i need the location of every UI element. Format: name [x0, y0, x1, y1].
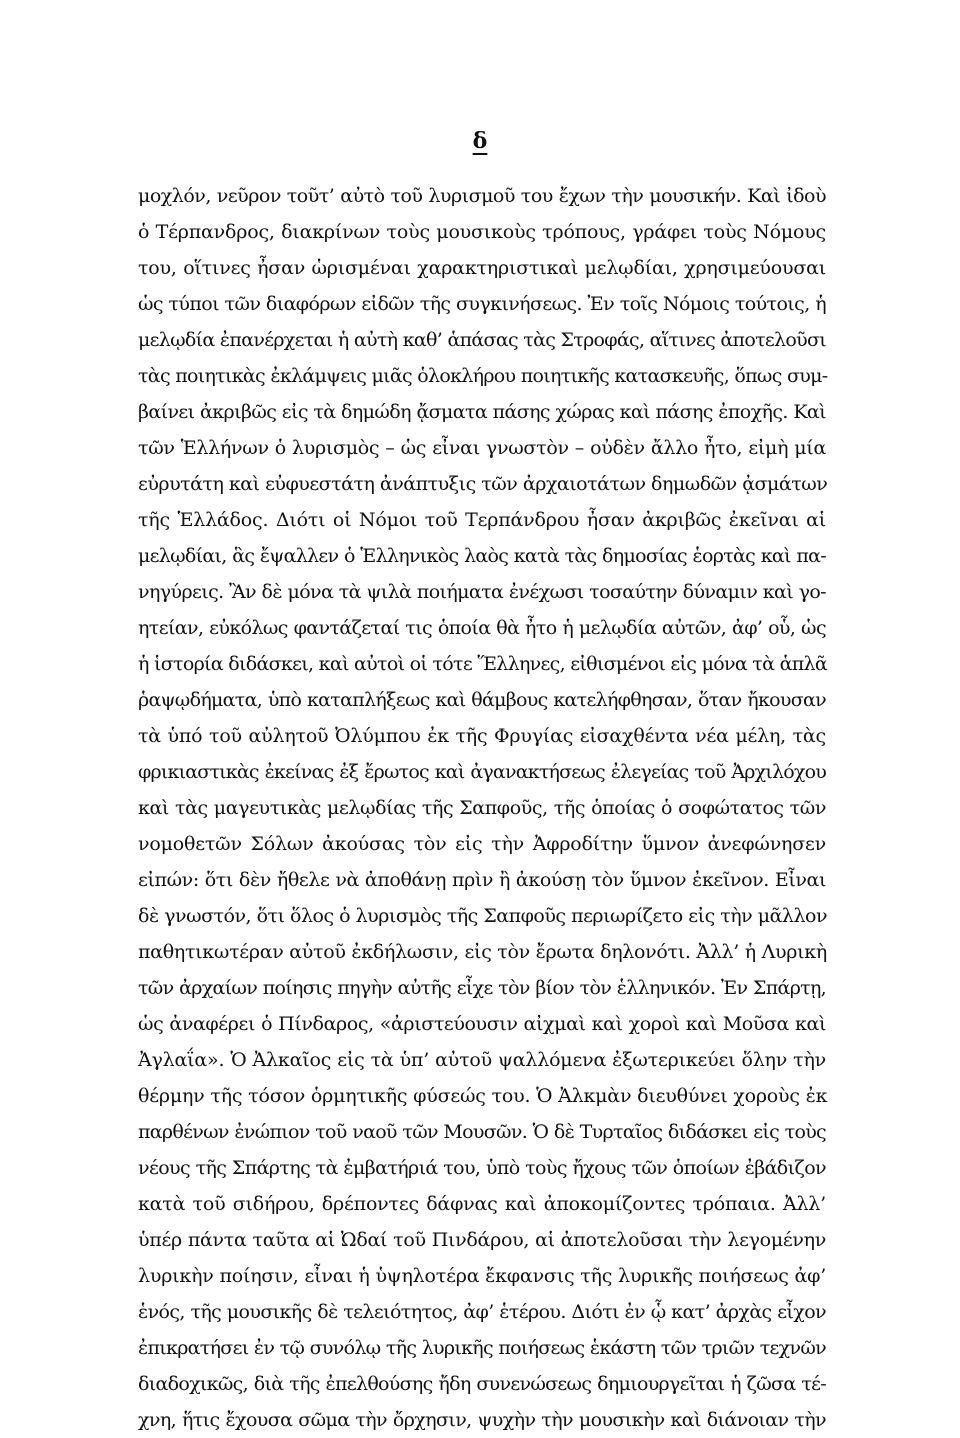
- body-text: [138, 178, 826, 1438]
- text-line: εὐρυτάτη καὶ εὐφυεστάτη ἀνάπτυξις τῶν ἀρχαιοτάτων δημωδῶν ᾀσμάτων: [138, 473, 828, 495]
- text-line: νομοθετῶν Σόλων ἀκούσας τὸν εἰς τὴν Ἀφροδίτην ὕμνον ἀνεφώνησεν: [138, 833, 826, 855]
- text-line: ὡς ἀναφέρει ὁ Πίνδαρος, «ἀριστεύουσιν αἰχμαὶ καὶ χοροὶ καὶ Μοῦσα καὶ: [138, 1013, 826, 1035]
- text-line: βαίνει ἀκριβῶς εἰς τὰ δημώδη ᾄσματα πάσης χώρας καὶ πάσης ἐποχῆς. Καὶ: [138, 401, 826, 423]
- text-line: τῶν Ἑλλήνων ὁ λυρισμὸς – ὡς εἶναι γνωστὸν – οὐδὲν ἄλλο ἦτο, εἰμὴ μία: [138, 437, 826, 459]
- text-line: τῶν ἀρχαίων ποίησις πηγὴν αὐτῆς εἶχε τὸν βίον τὸν ἑλληνικόν. Ἐν Σπάρτῃ,: [138, 977, 826, 999]
- text-line: καὶ τὰς μαγευτικὰς μελῳδίας τῆς Σαπφοῦς, τῆς ὁποίας ὁ σοφώτατος τῶν: [138, 797, 826, 819]
- text-line: τὰ ὑπό τοῦ αὐλητοῦ Ὀλύμπου ἐκ τῆς Φρυγίας εἰσαχθέντα νέα μέλη, τὰς: [138, 725, 826, 747]
- text-line: διαδοχικῶς, διὰ τῆς ἐπελθούσης ἤδη συνενώσεως δημιουργεῖται ἡ ζῶσα τέ-: [138, 1373, 826, 1395]
- text-line: τὰς ποιητικὰς ἐκλάμψεις μιᾶς ὁλοκλήρου ποιητικῆς κατασκευῆς, ὅπως συμ-: [138, 365, 828, 387]
- text-line: ἐπικρατήσει ἐν τῷ συνόλῳ τῆς λυρικῆς ποιήσεως ἑκάστη τῶν τριῶν τεχνῶν: [138, 1337, 826, 1359]
- text-line: Ἀγλαΐα». Ὁ Ἀλκαῖος εἰς τὰ ὑπ’ αὐτοῦ ψαλλόμενα ἐξωτερικεύει ὅλην τὴν: [138, 1049, 826, 1071]
- text-line: ἑνός, τῆς μουσικῆς δὲ τελειότητος, ἀφ’ ἑτέρου. Διότι ἐν ᾧ κατ’ ἀρχὰς εἶχον: [138, 1301, 826, 1323]
- text-line: ἡ ἱστορία διδάσκει, καὶ αὐτοὶ οἱ τότε Ἕλληνες, εἰθισμένοι εἰς μόνα τὰ ἁπλᾶ: [138, 653, 827, 675]
- text-line: μελῳδία ἐπανέρχεται ἡ αὐτὴ καθ’ ἁπάσας τὰς Στροφάς, αἵτινες ἀποτελοῦσι: [138, 329, 826, 351]
- text-line: ὡς τύποι τῶν διαφόρων εἰδῶν τῆς συγκινήσεως. Ἐν τοῖς Νόμοις τούτοις, ἡ: [138, 293, 826, 315]
- text-line: μελῳδίαι, ἃς ἔψαλλεν ὁ Ἑλληνικὸς λαὸς κατὰ τὰς δημοσίας ἑορτὰς καὶ πα-: [138, 545, 826, 567]
- text-line: εἰπών: ὅτι δὲν ἤθελε νὰ ἀποθάνῃ πρὶν ἢ ἀκούσῃ τὸν ὕμνον ἐκεῖνον. Εἶναι: [138, 869, 826, 891]
- text-line: ὑπέρ πάντα ταῦτα αἱ Ὠδαί τοῦ Πινδάρου, αἱ ἀποτελοῦσαι τὴν λεγομένην: [138, 1229, 826, 1251]
- text-line: θέρμην τῆς τόσον ὁρμητικῆς φύσεώς του. Ὁ Ἀλκμὰν διευθύνει χοροὺς ἐκ: [138, 1085, 828, 1107]
- text-line: ὁ Τέρπανδρος, διακρίνων τοὺς μουσικοὺς τρόπους, γράφει τοὺς Νόμους: [138, 221, 826, 243]
- text-line: κατὰ τοῦ σιδήρου, δρέποντες δάφνας καὶ ἀποκομίζοντες τρόπαια. Ἀλλ’: [138, 1193, 826, 1215]
- text-line: νέους τῆς Σπάρτης τὰ ἐμβατήριά του, ὑπὸ τοὺς ἤχους τῶν ὁποίων ἐβάδιζον: [138, 1157, 826, 1179]
- text-line: φρικιαστικὰς ἐκείνας ἐξ ἔρωτος καὶ ἀγανακτήσεως ἐλεγείας τοῦ Ἀρχιλόχου: [138, 761, 826, 783]
- text-line: νηγύρεις. Ἂν δὲ μόνα τὰ ψιλὰ ποιήματα ἐνέχωσι τοσαύτην δύναμιν καὶ γο-: [138, 581, 826, 603]
- text-line: ητείαν, εὐκόλως φαντάζεταί τις ὁποία θὰ ἦτο ἡ μελῳδία αὐτῶν, ἀφ’ οὗ, ὡς: [138, 617, 826, 639]
- text-line: λυρικὴν ποίησιν, εἶναι ἡ ὑψηλοτέρα ἔκφανσις τῆς λυρικῆς ποιήσεως ἀφ’: [138, 1265, 827, 1287]
- text-line: μοχλόν, νεῦρον τοῦτ’ αὐτὸ τοῦ λυρισμοῦ του ἔχων τὴν μουσικήν. Καὶ ἰδοὺ: [138, 185, 826, 207]
- text-line: παθητικωτέραν αὐτοῦ ἐκδήλωσιν, εἰς τὸν ἔρωτα δηλονότι. Ἀλλ’ ἡ Λυρικὴ: [138, 941, 827, 963]
- text-line: δὲ γνωστόν, ὅτι ὅλος ὁ λυρισμὸς τῆς Σαπφοῦς περιωρίζετο εἰς τὴν μᾶλλον: [138, 905, 827, 927]
- text-line: του, οἵτινες ἦσαν ὡρισμέναι χαρακτηριστικαὶ μελῳδίαι, χρησιμεύουσαι: [138, 257, 826, 279]
- page-number: δ: [472, 128, 488, 154]
- text-line: χνη, ἥτις ἔχουσα σῶμα τὴν ὄρχησιν, ψυχὴν τὴν μουσικὴν καὶ διάνοιαν τὴν: [138, 1409, 826, 1431]
- text-line: ῥαψῳδήματα, ὑπὸ καταπλήξεως καὶ θάμβους κατελήφθησαν, ὅταν ἤκουσαν: [138, 689, 826, 711]
- text-line: τῆς Ἑλλάδος. Διότι οἱ Νόμοι τοῦ Τερπάνδρου ἦσαν ἀκριβῶς ἐκεῖναι αἱ: [138, 509, 826, 531]
- text-line: παρθένων ἐνώπιον τοῦ ναοῦ τῶν Μουσῶν. Ὁ δὲ Τυρταῖος διδάσκει εἰς τοὺς: [138, 1121, 826, 1143]
